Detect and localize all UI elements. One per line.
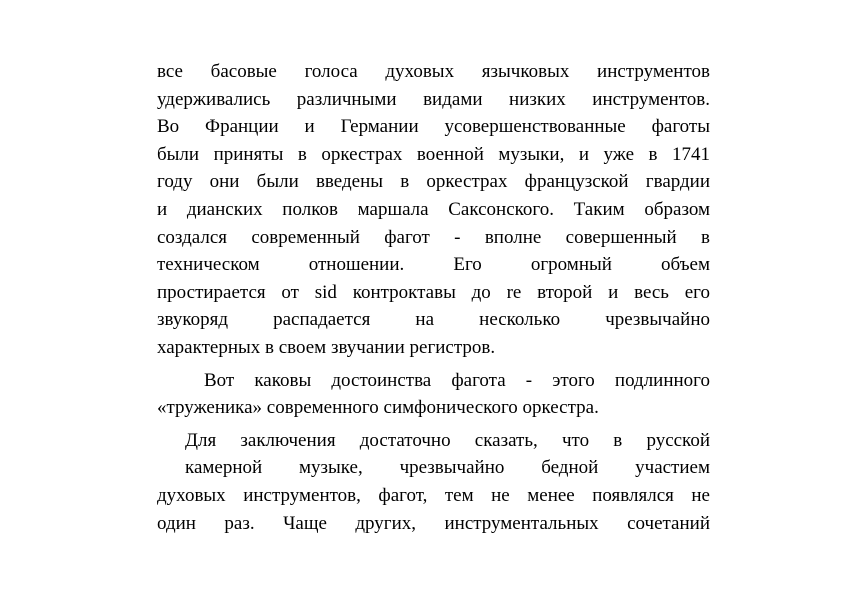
paragraph-1 xyxy=(157,58,710,362)
paragraph-2 xyxy=(157,367,710,395)
text-line: характерных в своем звучании регистров. xyxy=(157,336,496,358)
text-line: духовых инструментов, фагот, тем не менее появлялся не xyxy=(157,484,710,506)
text-line: камерной музыке, чрезвычайно бедной участием xyxy=(185,457,710,479)
text-line: году они были введены в оркестрах французской гвардии xyxy=(157,171,710,193)
text-line: техническом отношении. Его огромный объем xyxy=(157,254,710,276)
text-line: один раз. Чаще других, инструментальных сочетаний xyxy=(157,512,710,534)
text-line: все басовые голоса духовых язычковых инструментов xyxy=(157,61,710,82)
text-line: звукоряд распадается на несколько чрезвычайно xyxy=(157,309,710,331)
text-line: Для заключения достаточно сказать, что в русской xyxy=(185,429,710,451)
text-line: были приняты в оркестрах военной музыки, и уже в 1741 xyxy=(157,143,710,165)
paragraph-3 xyxy=(157,427,710,537)
text-line: создался современный фагот - вполне совершенный в xyxy=(157,226,710,248)
text-line: простирается от sid контроктавы до re второй и весь его xyxy=(157,281,710,303)
body-text xyxy=(157,58,710,537)
paragraph-2-continued xyxy=(157,394,710,422)
text-line: Во Франции и Германии усовершенствованные фаготы xyxy=(157,116,710,138)
text-line: и дианских полков маршала Саксонского. Таким образом xyxy=(157,198,710,220)
text-line: удерживались различными видами низких инструментов. xyxy=(157,88,710,110)
text-line: Вот каковы достоинства фагота - этого подлинного xyxy=(204,369,710,391)
text-line: «труженика» современного симфонического оркестра. xyxy=(157,397,599,419)
